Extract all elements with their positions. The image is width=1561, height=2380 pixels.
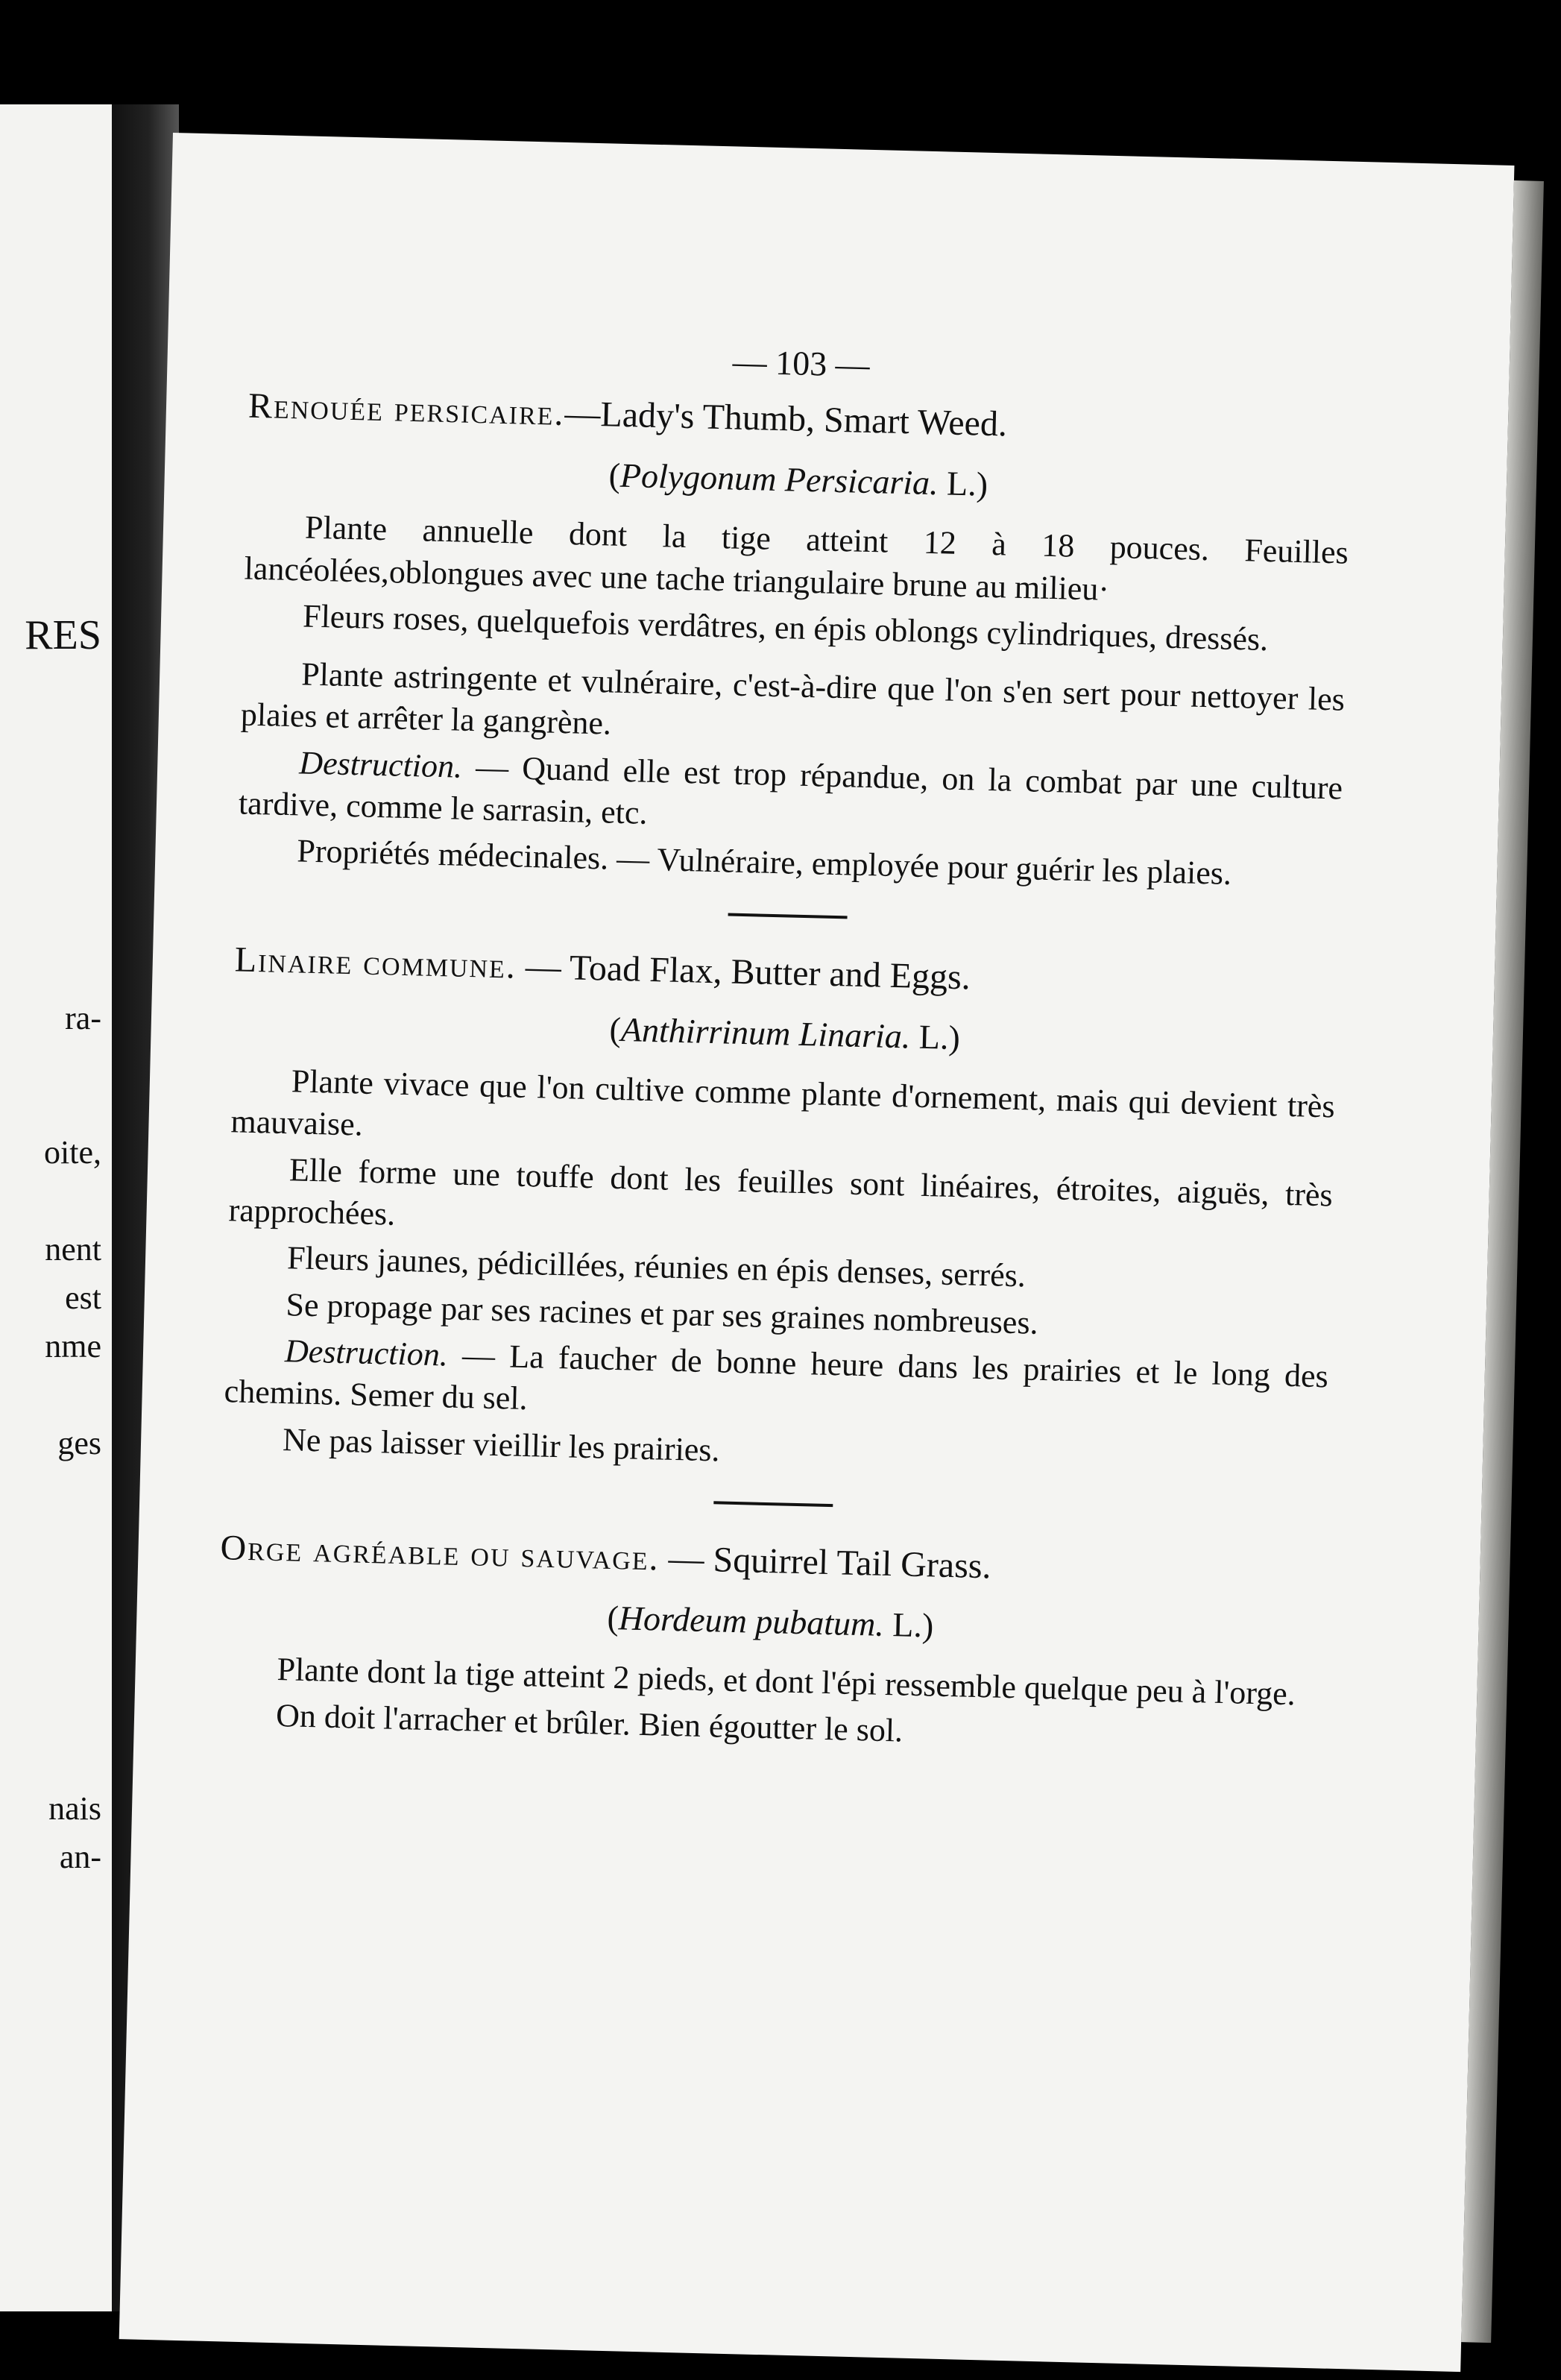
latin-author: L. — [946, 464, 977, 503]
latin-author: L. — [892, 1605, 923, 1645]
left-page-fragment: nent — [45, 1231, 101, 1268]
latin-name: (Hordeum pubatum. L.) — [606, 1599, 934, 1645]
paragraph: Plante astringente et vulnéraire, c'est-à-dire que l'on s'en sert pour nettoyer les plaies et arrêter la gangrène. — [240, 655, 1346, 743]
book-page — [119, 133, 1515, 2372]
latin-binomial: Hordeum pubatum. — [618, 1599, 885, 1644]
page-edge — [1461, 180, 1544, 2343]
entry-title — [220, 1525, 1324, 1598]
entry-title — [234, 936, 1338, 1010]
page-content — [215, 329, 1353, 1785]
left-page-fragment: RES — [25, 612, 101, 658]
paragraph: Fleurs jaunes, pédicillées, réunies en épis denses, serrés. — [286, 1239, 1027, 1294]
latin-author: L. — [918, 1017, 950, 1057]
left-page-fragment: oite, — [44, 1134, 101, 1171]
plant-entry — [215, 1525, 1323, 1763]
left-page-fragment: an- — [59, 1839, 101, 1875]
plant-entry — [237, 382, 1352, 898]
paragraph: Ne pas laisser vieillir les prairies. — [282, 1420, 721, 1468]
section-divider — [713, 1501, 833, 1507]
latin-binomial: Anthirrinum Linaria. — [620, 1010, 912, 1056]
paragraph: Elle forme une touffe dont les feuilles sont linéaires, étroites, aiguës, très rapprochées. — [228, 1150, 1334, 1232]
page-number: — 103 — — [732, 342, 871, 384]
left-page-fragment: nme — [45, 1328, 101, 1364]
left-page-fragment: nais — [48, 1790, 101, 1827]
entry-title-french: Orge agréable ou sauvage. — [220, 1527, 660, 1578]
entry-title-english: — Toad Flax, Butter and Eggs. — [516, 946, 971, 998]
paragraph: Plante dont la tige atteint 2 pieds, et dont l'épi ressemble quelque peu à l'orge. — [277, 1651, 1296, 1713]
left-page-fragment: est — [65, 1279, 101, 1316]
latin-binomial: Polygonum Persicaria. — [619, 456, 939, 503]
latin-name: (Polygonum Persicaria. L.) — [608, 456, 988, 504]
previous-page — [0, 104, 112, 2311]
left-page-fragment: ges — [57, 1425, 101, 1461]
paragraph: On doit l'arracher et brûler. Bien égoutter le sol. — [275, 1697, 904, 1749]
plant-entry — [223, 936, 1339, 1486]
section-divider — [728, 913, 848, 919]
paragraph: Destruction. — La faucher de bonne heure dans les prairies et le long des chemins. Semer du sel. — [224, 1332, 1329, 1417]
entry-title-french: Linaire commune. — [234, 939, 517, 986]
entry-title-english: — Squirrel Tail Grass. — [659, 1538, 992, 1587]
paragraph: Destruction. — Quand elle est trop répandue, on la combat par une culture tardive, comme le sarrasin, etc. — [238, 744, 1343, 831]
paragraph: Plante annuelle dont la tige atteint 12 à 18 pouces. Feuilles lancéolées,oblongues avec une tache triangulaire brune au milieu· — [244, 509, 1349, 608]
paragraph: Plante vivace que l'on cultive comme plante d'ornement, mais qui devient très mauvaise. — [230, 1062, 1336, 1143]
entry-title-english: —Lady's Thumb, Smart Weed. — [564, 393, 1008, 444]
paragraph: Propriétés médecinales. — Vulnéraire, employée pour guérir les plaies. — [296, 832, 1232, 892]
entry-title-french: Renouée persicaire. — [247, 385, 566, 433]
left-page-fragment: ra- — [65, 1000, 101, 1036]
paragraph: Fleurs roses, quelquefois verdâtres, en épis oblongs cylindriques, dressés. — [302, 597, 1269, 658]
latin-name: (Anthirrinum Linaria. L.) — [609, 1010, 961, 1057]
paragraph: Se propage par ses racines et par ses graines nombreuses. — [286, 1285, 1039, 1341]
